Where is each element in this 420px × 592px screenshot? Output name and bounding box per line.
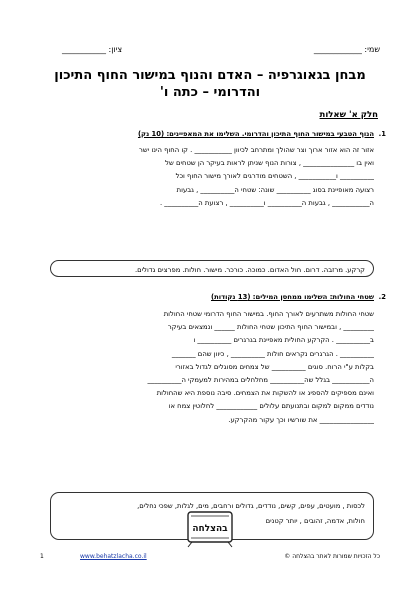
question-2-line[interactable]: ה___________ בגלל שה__________ מחלחלים במהירות למעמקי ה__________: [147, 376, 374, 385]
question-2-line[interactable]: ב__________ . הקרקע החולית מאפיינת בגרגרים __________ ו: [193, 336, 374, 345]
question-2-line[interactable]: _________ , ובמישור החוף התיכון שטחי החולות ______ ונמצאים בעיקר: [167, 323, 374, 332]
question-2-line[interactable]: נודדים ממקום למקום ובתנועתם עלולים ____________ לחלוטין צמח או: [168, 402, 374, 411]
question-1-line[interactable]: __________ ו___________ , השטחים מודרגים לאורך מישור החוף וכל: [175, 172, 374, 181]
question-1-line[interactable]: ה___________ , גבעות ה__________ ו__________ , רצועת ה__________ .: [159, 198, 374, 207]
footer: [40, 553, 380, 565]
question-2-body: [58, 308, 374, 427]
question-1-line[interactable]: ואין בו _______________ , צורות הנוף שניתן לראות בעיקר הן שטחים של: [165, 159, 374, 168]
question-2-line[interactable]: ________________ את שורשיו וכך עקור מהקרקע.: [228, 415, 374, 424]
exam-title-line-2: והדרומי – כתה ו': [159, 85, 261, 100]
question-2-heading: [60, 293, 386, 301]
name-grade-row: [40, 45, 380, 59]
question-1-line[interactable]: אזור זה הוא אזור ארוך וצר שהולך ומתרחב לכיוון ___________ . קו החוף הינו ישר: [139, 146, 374, 154]
question-1-body: [58, 144, 374, 210]
word-bank-2-line-1: לכסות , מועטים, עפים, קשים, נודדים, גדולים ורחבים, מים, לגלות, שפכי נחלים,: [137, 502, 365, 510]
question-2-line[interactable]: ואינם מספיקים להספיג או להשקות את הצמחים. סיבה נוספת היא שהחולות: [156, 389, 374, 398]
question-2-line[interactable]: שטחי החולות משתרעים לאורך החוף. במישור החוף הדרומי שטחי החולות: [163, 310, 374, 318]
logo-text: בהצלחה: [192, 524, 228, 534]
student-name-field[interactable]: שמי: ____________: [313, 45, 380, 54]
footer-rights: כל הזכויות שמורות לאתר בהצלחה ©: [284, 553, 380, 560]
word-bank-1-text: קרקע. מרזבה. דרום. חול האדום. כמוכה. כורכר. מישור. חולות. מפרצים גדולים.: [134, 266, 365, 274]
page-number: 1: [40, 553, 44, 560]
question-1-heading-text: הנוף הטבעי במישור החוף התיכון והדרומי. השלימו את המאפיינים: (10 נק): [137, 130, 374, 138]
word-bank-2-line-2: חולות, אדמה, זהובים , יותר קטנים: [265, 517, 365, 525]
behatzlacha-logo: [184, 510, 236, 548]
grade-field[interactable]: ציון: ___________: [62, 45, 123, 54]
question-1-number: 1.: [378, 130, 386, 138]
question-2-number: 2.: [378, 293, 386, 301]
footer-url-link[interactable]: www.behatzlacha.co.il: [80, 553, 147, 560]
logo-graphic: [184, 510, 236, 548]
question-1-heading: [60, 130, 386, 138]
part-a-title: חלק א' שאלות: [319, 110, 378, 120]
word-bank-1: [50, 260, 374, 277]
question-2-heading-text: שטחי החולות: השלימו ממחסן המילים: (13 נקודות): [210, 293, 374, 301]
question-1-line[interactable]: רצועה מאופיינת בסוג __________ שונה: שטחי ה__________ , גבעות: [176, 185, 374, 194]
exam-title: [30, 67, 390, 101]
question-2-line[interactable]: __________ . הגרגרים נקראים חולות __________ , כיוון שהם _______: [171, 349, 374, 358]
exam-title-line-1: מבחן בגאוגרפיה – האדם והנוף במישור החוף התיכון: [54, 68, 366, 83]
question-2-line[interactable]: בקלות ע"י הרוח. סוגים __________ של צמחים מסוגלים לגדול באזורי: [175, 362, 374, 371]
